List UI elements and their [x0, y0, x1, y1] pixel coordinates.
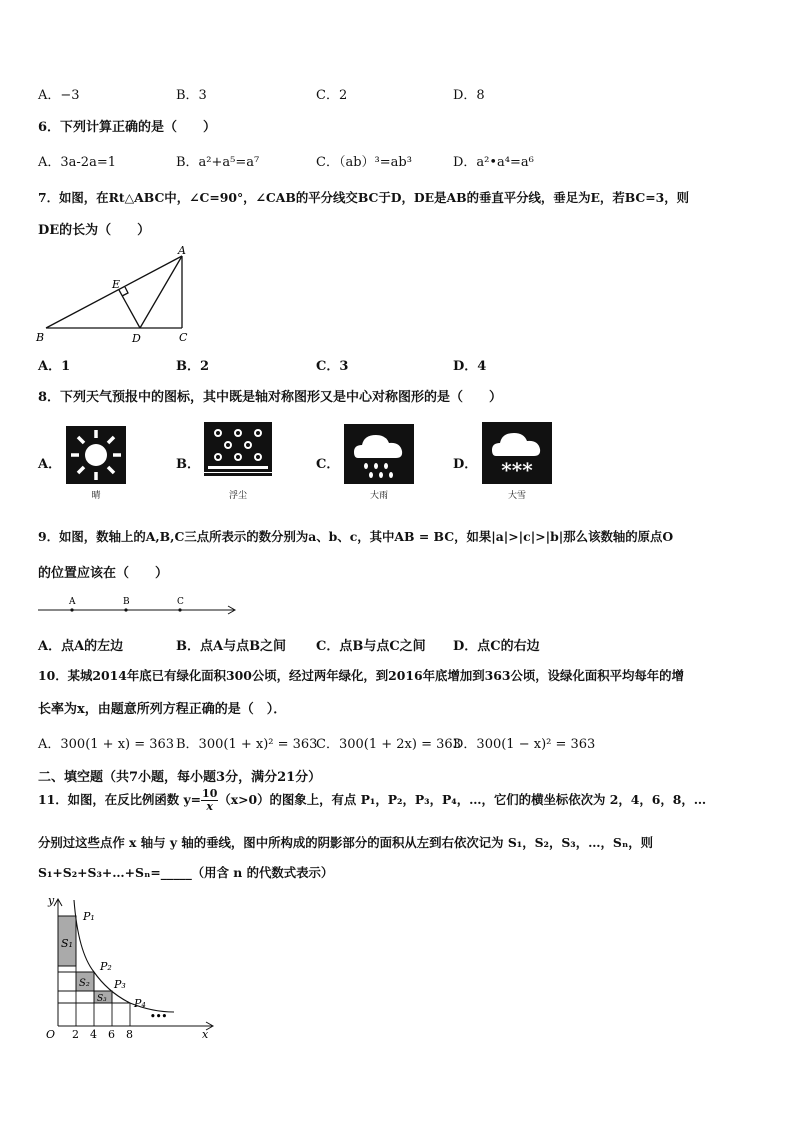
axis-label-c: C — [177, 597, 184, 607]
graph-tick-6: 6 — [108, 1028, 115, 1041]
q9-option-d[interactable]: D．点C的右边 — [453, 639, 540, 654]
label-a: A — [178, 244, 186, 257]
q7-stem-line1: 7．如图，在Rt△ABC中，∠C=90°，∠CAB的平分线交BC于D，DE是AB的垂直平分线，垂足为E，若BC=3，则 — [38, 190, 690, 205]
q10-stem-line2: 长率为x，由题意所列方程正确的是（ ）． — [38, 702, 287, 717]
graph-label-p3: P₃ — [114, 978, 126, 991]
axis-label-b: B — [123, 597, 130, 607]
graph-label-x: x — [202, 1028, 209, 1041]
graph-tick-4: 4 — [90, 1028, 97, 1041]
q11-fraction-numerator: 10 — [202, 787, 218, 800]
graph-label-o: O — [46, 1028, 56, 1041]
q8-stem: 8．下列天气预报中的图标，其中既是轴对称图形又是中心对称图形的是（ ） — [38, 390, 503, 405]
q11-stem-line2: 分别过这些点作 x 轴与 y 轴的垂线，图中所构成的阴影部分的面积从左到右依次记为 S₁，S₂，S₃，…，Sₙ，则 — [38, 835, 654, 850]
heavy-rain-icon[interactable] — [344, 424, 414, 484]
q7-option-a[interactable]: A．1 — [38, 359, 71, 374]
q10-option-c[interactable]: C．300(1 + 2x) = 363 — [316, 737, 461, 752]
q6-option-c[interactable]: C．（ab）³=ab³ — [316, 155, 412, 170]
q5-option-b[interactable]: B．3 — [176, 88, 207, 103]
q6-option-a[interactable]: A．3a-2a=1 — [38, 155, 116, 170]
q11-fraction-denominator: x — [206, 800, 213, 813]
q7-triangle-figure — [34, 244, 204, 346]
section2-title: 二、填空题（共7小题，每小题3分，满分21分） — [38, 770, 322, 785]
heavy-snow-icon-label: 大雪 — [507, 491, 526, 501]
q11-stem-line1 — [38, 788, 706, 813]
graph-label-p2: P₂ — [100, 960, 112, 973]
q9-option-a[interactable]: A．点A的左边 — [38, 639, 124, 654]
q7-option-d[interactable]: D．4 — [453, 359, 487, 374]
q9-stem-line2: 的位置应该在（ ） — [38, 566, 169, 581]
q11-stem-line3: S₁+S₂+S₃+…+Sₙ=_____（用含 n 的代数式表示） — [38, 865, 334, 880]
heavy-rain-icon-label: 大雨 — [369, 491, 388, 501]
right-angle-mark — [122, 287, 128, 296]
floating-dust-icon[interactable] — [204, 422, 272, 478]
sun-icon-label: 晴 — [91, 491, 101, 501]
q7-option-c[interactable]: C．3 — [316, 359, 349, 374]
q5-option-c[interactable]: C．2 — [316, 88, 348, 103]
graph-label-p4: P₄ — [134, 997, 146, 1010]
graph-label-p1: P₁ — [83, 910, 95, 923]
q10-option-d[interactable]: D．300(1 − x)² = 363 — [453, 737, 596, 752]
q11-graph-figure — [34, 892, 220, 1042]
q8-option-d-letter[interactable]: D． — [453, 457, 478, 472]
q9-option-b[interactable]: B．点A与点B之间 — [176, 639, 287, 654]
graph-tick-8: 8 — [126, 1028, 133, 1041]
label-e: E — [112, 278, 121, 291]
q7-option-b[interactable]: B．2 — [176, 359, 210, 374]
q9-number-line — [36, 592, 242, 620]
q8-option-c-letter[interactable]: C． — [316, 457, 340, 472]
q10-option-b[interactable]: B．300(1 + x)² = 363 — [176, 737, 318, 752]
q11-stem-post: （x>0）的图象上，有点 P₁，P₂，P₃，P₄，…，它们的横坐标依次为 2，4，6，8，… — [218, 792, 707, 807]
q5-option-a[interactable]: A．−3 — [38, 88, 80, 103]
q6-stem: 6．下列计算正确的是（ ） — [38, 120, 217, 135]
q8-option-a-letter[interactable]: A． — [38, 457, 62, 472]
q9-option-c[interactable]: C．点B与点C之间 — [316, 639, 426, 654]
q11-stem-pre: 11．如图，在反比例函数 y= — [38, 792, 202, 807]
q7-stem-line2: DE的长为（ ） — [38, 223, 151, 238]
q5-option-d[interactable]: D．8 — [453, 88, 485, 103]
q10-stem-line1: 10．某城2014年底已有绿化面积300公顷，经过两年绿化，到2016年底增加到363公顷，设绿化面积平均每年的增 — [38, 668, 684, 683]
sun-icon[interactable] — [66, 426, 126, 484]
label-d: D — [132, 332, 141, 345]
svg-text:***: *** — [501, 458, 533, 482]
graph-tick-2: 2 — [72, 1028, 79, 1041]
graph-label-y: y — [48, 894, 55, 907]
axis-label-a: A — [69, 597, 76, 607]
graph-label-s1: S₁ — [61, 937, 73, 950]
heavy-snow-icon[interactable] — [482, 422, 552, 484]
q10-option-a[interactable]: A．300(1 + x) = 363 — [38, 737, 175, 752]
label-c: C — [179, 331, 188, 344]
graph-label-s3: S₃ — [97, 994, 107, 1004]
q11-fraction — [201, 788, 218, 813]
floating-dust-icon-label: 浮尘 — [228, 491, 247, 501]
q8-option-b-letter[interactable]: B． — [176, 457, 200, 472]
q6-option-b[interactable]: B．a²+a⁵=a⁷ — [176, 155, 260, 170]
q6-option-d[interactable]: D．a²•a⁴=a⁶ — [453, 155, 534, 170]
graph-ellipsis: ••• — [150, 1012, 168, 1022]
label-b: B — [36, 331, 45, 344]
graph-label-s2: S₂ — [79, 978, 90, 989]
q9-stem-line1: 9．如图，数轴上的A,B,C三点所表示的数分别为a、b、c，其中AB = BC，如果|a|>|c|>|b|那么该数轴的原点O — [38, 529, 674, 544]
